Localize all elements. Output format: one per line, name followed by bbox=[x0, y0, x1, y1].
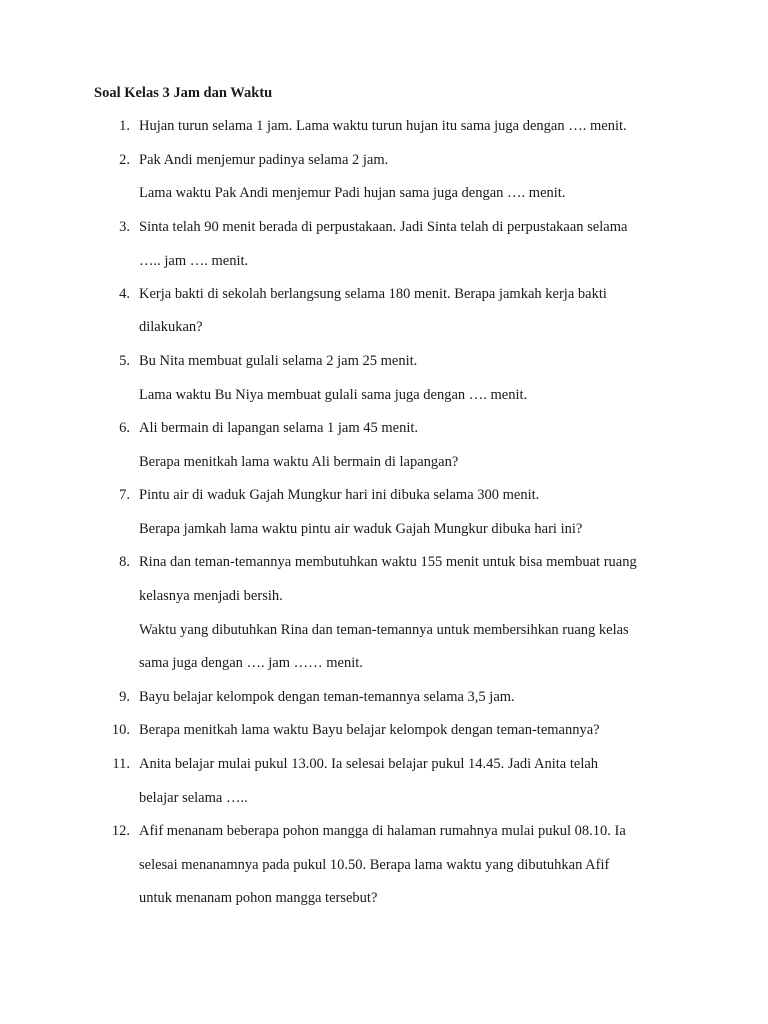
question-text: Bu Nita membuat gulali selama 2 jam 25 menit. bbox=[139, 353, 418, 369]
question-text: Lama waktu Bu Niya membuat gulali sama juga dengan …. menit. bbox=[139, 387, 528, 403]
question-text: ….. jam …. menit. bbox=[139, 253, 249, 269]
question-number: 4. bbox=[119, 286, 130, 302]
question-number: 9. bbox=[119, 689, 130, 705]
question-text: Anita belajar mulai pukul 13.00. Ia selesai belajar pukul 14.45. Jadi Anita telah bbox=[139, 756, 599, 772]
question-number: 2. bbox=[119, 152, 130, 168]
question-number: 8. bbox=[119, 554, 130, 570]
question-text: Waktu yang dibutuhkan Rina dan teman-temannya untuk membersihkan ruang kelas bbox=[139, 622, 629, 638]
question-text: Rina dan teman-temannya membutuhkan waktu 155 menit untuk bisa membuat ruang bbox=[139, 554, 637, 570]
question-text: Hujan turun selama 1 jam. Lama waktu turun hujan itu sama juga dengan …. menit. bbox=[139, 118, 627, 134]
question-number: 10. bbox=[111, 722, 130, 738]
question-text: Berapa menitkah lama waktu Bayu belajar kelompok dengan teman-temannya? bbox=[139, 722, 600, 738]
question-number: 7. bbox=[119, 487, 130, 503]
question-text: Afif menanam beberapa pohon mangga di halaman rumahnya mulai pukul 08.10. Ia bbox=[139, 823, 626, 839]
question-number: 1. bbox=[119, 118, 130, 134]
question-text: untuk menanam pohon mangga tersebut? bbox=[139, 890, 378, 906]
question-text: Berapa jamkah lama waktu pintu air waduk Gajah Mungkur dibuka hari ini? bbox=[139, 521, 583, 537]
question-number: 12. bbox=[111, 823, 130, 839]
question-text: Pintu air di waduk Gajah Mungkur hari ini dibuka selama 300 menit. bbox=[139, 487, 540, 503]
question-text: Pak Andi menjemur padinya selama 2 jam. bbox=[139, 152, 389, 168]
question-text: selesai menanamnya pada pukul 10.50. Berapa lama waktu yang dibutuhkan Afif bbox=[139, 857, 610, 873]
question-number: 11. bbox=[112, 756, 130, 772]
question-text: Sinta telah 90 menit berada di perpustakaan. Jadi Sinta telah di perpustakaan selama bbox=[139, 219, 628, 235]
question-text: belajar selama ….. bbox=[139, 790, 248, 806]
question-text: Kerja bakti di sekolah berlangsung selama 180 menit. Berapa jamkah kerja bakti bbox=[139, 286, 607, 302]
document-title: Soal Kelas 3 Jam dan Waktu bbox=[94, 85, 273, 101]
question-number: 5. bbox=[119, 353, 130, 369]
question-text: Berapa menitkah lama waktu Ali bermain di lapangan? bbox=[139, 454, 459, 470]
question-text: Lama waktu Pak Andi menjemur Padi hujan sama juga dengan …. menit. bbox=[139, 185, 566, 201]
question-text: Bayu belajar kelompok dengan teman-temannya selama 3,5 jam. bbox=[139, 689, 515, 705]
question-text: dilakukan? bbox=[139, 319, 203, 335]
question-text: Ali bermain di lapangan selama 1 jam 45 menit. bbox=[139, 420, 419, 436]
question-number: 6. bbox=[119, 420, 130, 436]
question-text: sama juga dengan …. jam …… menit. bbox=[139, 655, 363, 671]
question-number: 3. bbox=[119, 219, 130, 235]
question-text: kelasnya menjadi bersih. bbox=[139, 588, 283, 604]
